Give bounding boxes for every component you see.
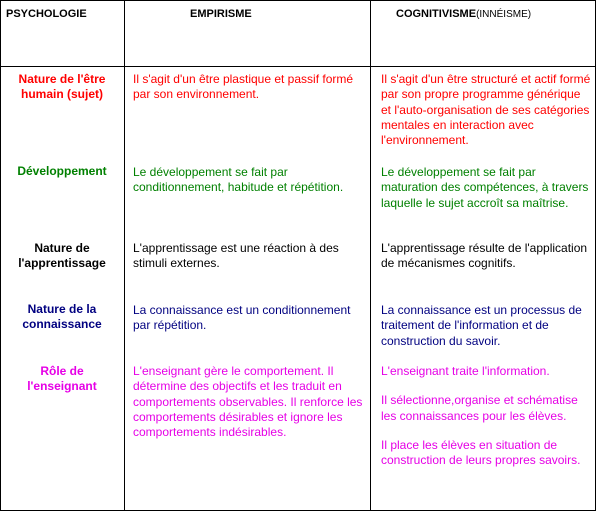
row-label-nature-etre-humain: Nature de l'être humain (sujet) xyxy=(18,72,106,101)
cell-cognitivisme-nature-connaissance: La connaissance est un processus de traitement de l'information et de construction du savoir. xyxy=(381,303,582,348)
header-empirisme: EMPIRISME xyxy=(190,8,252,20)
row-label-developpement: Développement xyxy=(17,164,107,178)
cell-cognitivisme-nature-etre-humain: Il s'agit d'un être structuré et actif formé par son propre programme générique et l'auto-organisation de ses catégories mentales en interaction avec l'environnement. xyxy=(381,72,591,148)
row-label-nature-apprentissage: Nature de l'apprentissage xyxy=(18,241,106,270)
cell-cognitivisme-nature-apprentissage: L'apprentissage résulte de l'application de mécanismes cognitifs. xyxy=(381,241,588,271)
row-label-nature-connaissance: Nature de la connaissance xyxy=(22,302,102,331)
header-divider xyxy=(0,66,596,67)
cell-empirisme-role-enseignant: L'enseignant gère le comportement. Il détermine des objectifs et les traduit en comportements observables. Il renforce les comportements désirables et ignore les comportements indésirables. xyxy=(133,364,363,440)
cell-empirisme-nature-apprentissage: L'apprentissage est une réaction à des stimuli externes. xyxy=(133,241,339,271)
column-divider-2 xyxy=(370,0,371,511)
cell-cognitivisme-role-enseignant: L'enseignant traite l'information. Il sélectionne,organise et schématise les connaissances pour les élèves. Il place les élèves en situation de construction de leurs propres savoirs. xyxy=(381,364,581,468)
cell-empirisme-nature-connaissance: La connaissance est un conditionnement par répétition. xyxy=(133,303,351,333)
cell-empirisme-nature-etre-humain: Il s'agit d'un être plastique et passif formé par son environnement. xyxy=(133,72,354,102)
header-psychologie: PSYCHOLOGIE xyxy=(6,8,87,20)
row-label-role-enseignant: Rôle de l'enseignant xyxy=(27,364,97,393)
cell-cognitivisme-developpement: Le développement se fait par maturation des compétences, à travers laquelle le sujet accroît sa maîtrise. xyxy=(381,165,589,210)
column-divider-1 xyxy=(124,0,125,511)
header-cognitivisme: COGNITIVISME(INNÉISME) xyxy=(396,8,532,20)
cell-empirisme-developpement: Le développement se fait par conditionnement, habitude et répétition. xyxy=(133,165,344,195)
